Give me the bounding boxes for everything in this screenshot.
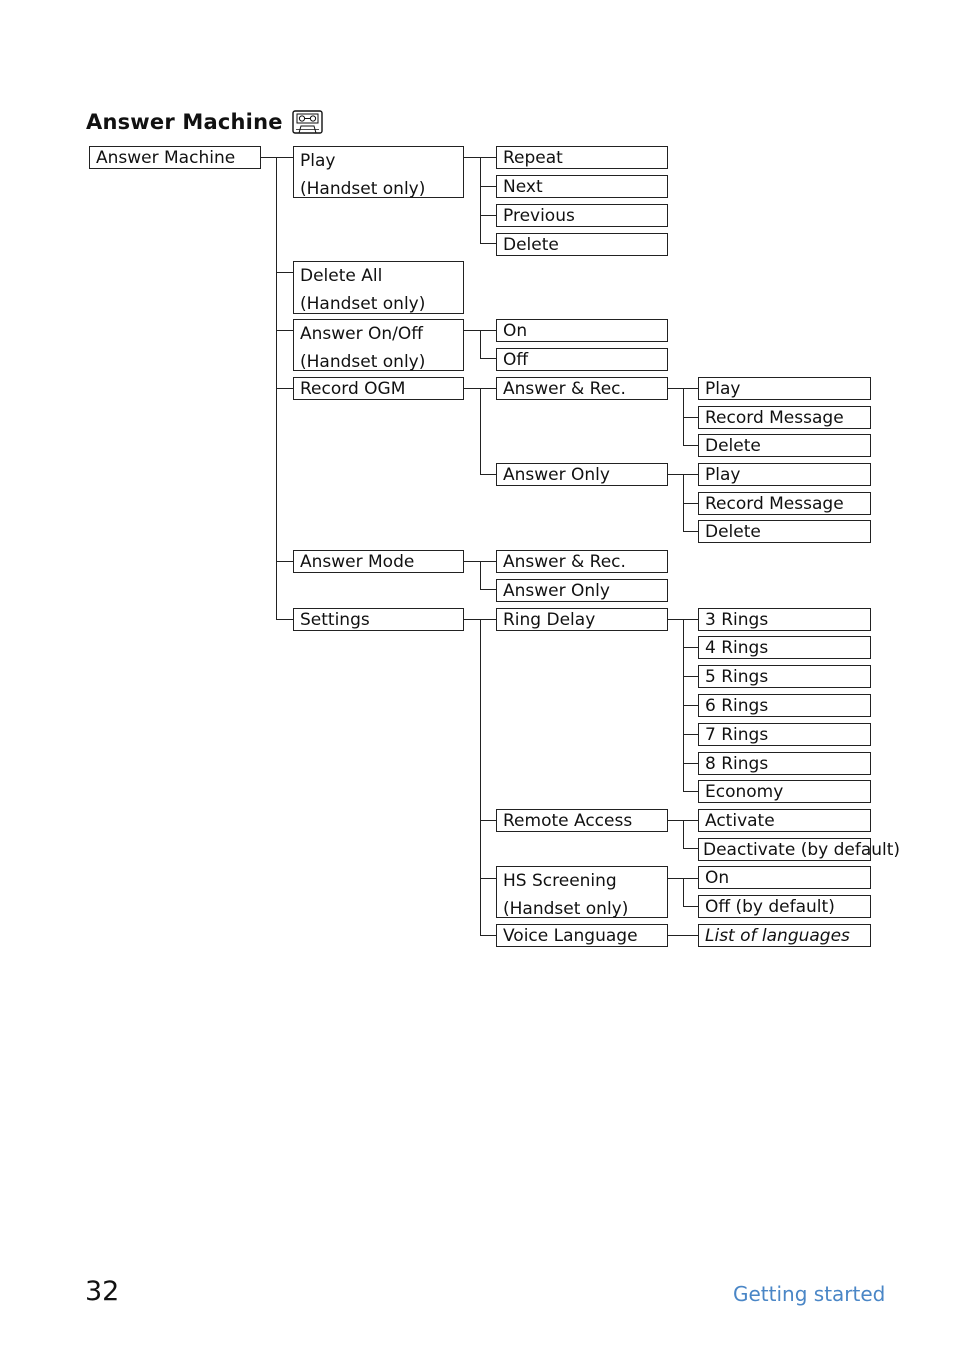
menu-rec-record-message: Record Message	[698, 406, 871, 429]
menu-3-rings: 3 Rings	[698, 608, 871, 631]
menu-only-record-message: Record Message	[698, 492, 871, 515]
menu-8-rings: 8 Rings	[698, 752, 871, 775]
menu-answer-onoff: Answer On/Off (Handset only)	[293, 319, 464, 371]
menu-answer-mode: Answer Mode	[293, 550, 464, 573]
menu-settings: Settings	[293, 608, 464, 631]
menu-only-delete: Delete	[698, 520, 871, 543]
menu-mode-answer-only: Answer Only	[496, 579, 668, 602]
menu-on: On	[496, 319, 668, 342]
menu-ring-delay: Ring Delay	[496, 608, 668, 631]
menu-economy: Economy	[698, 780, 871, 803]
menu-screening-on: On	[698, 866, 871, 889]
menu-4-rings: 4 Rings	[698, 636, 871, 659]
menu-rec-delete: Delete	[698, 434, 871, 457]
menu-only-play: Play	[698, 463, 871, 486]
menu-ogm-answer-rec: Answer & Rec.	[496, 377, 668, 400]
menu-6-rings: 6 Rings	[698, 694, 871, 717]
page-number: 32	[85, 1276, 120, 1307]
menu-voice-language: Voice Language	[496, 924, 668, 947]
menu-off: Off	[496, 348, 668, 371]
page-title-text: Answer Machine	[86, 110, 283, 134]
menu-5-rings: 5 Rings	[698, 665, 871, 688]
cassette-tape-icon	[292, 110, 323, 134]
section-name: Getting started	[733, 1282, 886, 1306]
menu-answer-machine: Answer Machine	[89, 146, 261, 169]
menu-deactivate: Deactivate (by default)	[698, 838, 871, 861]
menu-mode-answer-rec: Answer & Rec.	[496, 550, 668, 573]
page-title	[86, 110, 323, 134]
menu-hs-screening: HS Screening (Handset only)	[496, 866, 668, 918]
menu-7-rings: 7 Rings	[698, 723, 871, 746]
menu-ogm-answer-only: Answer Only	[496, 463, 668, 486]
menu-previous: Previous	[496, 204, 668, 227]
menu-rec-play: Play	[698, 377, 871, 400]
menu-delete-all: Delete All (Handset only)	[293, 261, 464, 314]
menu-repeat: Repeat	[496, 146, 668, 169]
menu-play: Play (Handset only)	[293, 146, 464, 198]
menu-activate: Activate	[698, 809, 871, 832]
menu-record-ogm: Record OGM	[293, 377, 464, 400]
menu-screening-off: Off (by default)	[698, 895, 871, 918]
menu-list-of-languages: List of languages	[698, 924, 871, 947]
menu-remote-access: Remote Access	[496, 809, 668, 832]
menu-delete: Delete	[496, 233, 668, 256]
menu-next: Next	[496, 175, 668, 198]
